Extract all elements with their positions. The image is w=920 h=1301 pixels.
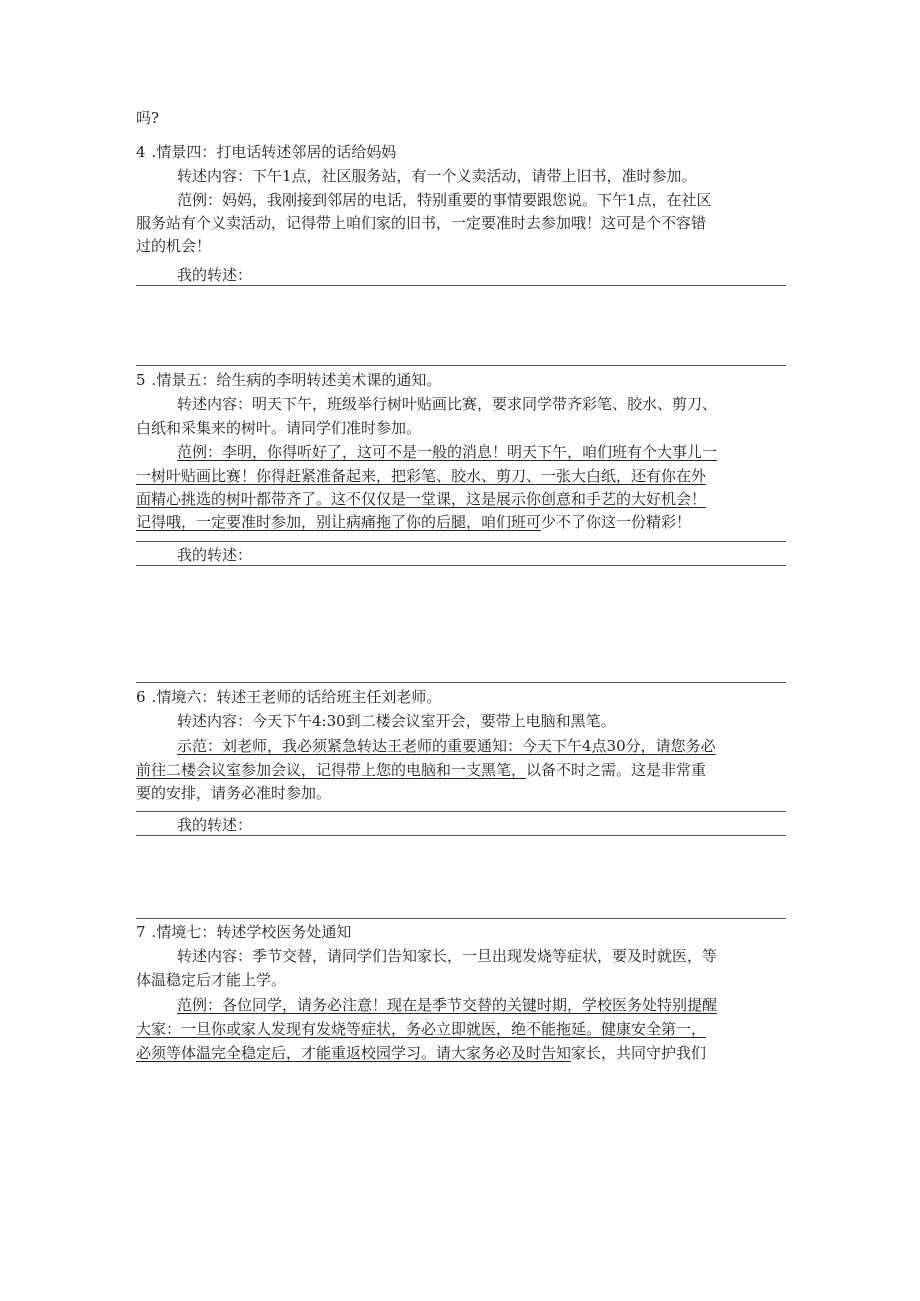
answer-line bbox=[136, 835, 786, 836]
example-line: 面精心挑选的树叶都带齐了。这不仅仅是一堂课，这是展示你创意和手艺的大好机会！ bbox=[136, 490, 707, 508]
section-heading bbox=[136, 687, 441, 707]
example-plain-part: 少不了你这一份精彩！ bbox=[541, 513, 692, 531]
section-number: 7 bbox=[136, 923, 146, 941]
section-number: 4 bbox=[136, 143, 146, 161]
example-line-mixed bbox=[136, 512, 691, 532]
example-line: 示范：刘老师，我必须紧急转达王老师的重要通知：今天下午4点30分，请您务必 bbox=[177, 737, 716, 755]
section-number: 6 bbox=[136, 688, 146, 706]
example-line: 大家：一旦你或家人发现有发烧等症状，务必立即就医，绝不能拖延。健康安全第一， bbox=[136, 1020, 707, 1038]
my-retelling-label: 我的转述： bbox=[177, 266, 253, 284]
answer-line bbox=[136, 682, 786, 683]
example-plain-part: 以备不时之需。这是非常重 bbox=[526, 761, 707, 779]
content-line: 转述内容：今天下午4:30到二楼会议室开会，要带上电脑和黑笔。 bbox=[177, 712, 616, 730]
section-title: .情景四：打电话转述邻居的话给妈妈 bbox=[151, 143, 397, 161]
answer-line bbox=[136, 285, 786, 286]
example-line: 过的机会！ bbox=[136, 237, 212, 255]
content-line: 转述内容：下午1点，社区服务站，有一个义卖活动，请带上旧书，准时参加。 bbox=[177, 167, 697, 185]
example-underlined-part: 必须等体温完全稳定后，才能重返校园学习。请大家务必及时告知 bbox=[136, 1044, 572, 1062]
example-plain-part: 家长，共同守护我们 bbox=[571, 1044, 707, 1062]
example-line: 要的安排，请务必准时参加。 bbox=[136, 784, 332, 802]
example-line: 一树叶贴画比赛！你得赶紧准备起来，把彩笔、胶水、剪刀、一张大白纸，还有你在外 bbox=[136, 467, 707, 485]
content-line: 白纸和采集来的树叶。请同学们准时参加。 bbox=[136, 419, 422, 437]
my-retelling-label: 我的转述： bbox=[177, 546, 253, 564]
top-fragment: 吗? bbox=[136, 109, 160, 127]
section-heading bbox=[136, 922, 351, 942]
example-line: 范例：各位同学，请务必注意！现在是季节交替的关键时期，学校医务处特别提醒 bbox=[177, 996, 718, 1014]
answer-line bbox=[136, 811, 786, 812]
section-title: .情境七：转述学校医务处通知 bbox=[151, 923, 352, 941]
example-line: 服务站有个义卖活动，记得带上咱们家的旧书，一定要准时去参加哦！这可是个不容错 bbox=[136, 214, 707, 232]
example-underlined-part: 前往二楼会议室参加会议，记得带上您的电脑和一支黑笔， bbox=[136, 761, 527, 779]
content-line: 体温稳定后才能上学。 bbox=[136, 971, 287, 989]
content-line: 转述内容：季节交替，请同学们告知家长，一旦出现发烧等症状，要及时就医，等 bbox=[177, 947, 718, 965]
section-number: 5 bbox=[136, 371, 146, 389]
section-title: .情景五：给生病的李明转述美术课的通知。 bbox=[151, 371, 442, 389]
example-line-mixed bbox=[136, 760, 706, 780]
my-retelling-label: 我的转述： bbox=[177, 816, 253, 834]
answer-line bbox=[136, 541, 786, 542]
section-heading bbox=[136, 370, 441, 390]
answer-line bbox=[136, 365, 786, 366]
example-line: 范例：妈妈，我刚接到邻居的电话，特别重要的事情要跟您说。下午1点，在社区 bbox=[177, 191, 712, 209]
section-title: .情境六：转述王老师的话给班主任刘老师。 bbox=[151, 688, 442, 706]
example-line-mixed bbox=[136, 1043, 706, 1063]
example-underlined-part: 记得哦，一定要准时参加，别让病痛拖了你的后腿，咱们班可 bbox=[136, 513, 542, 531]
section-heading bbox=[136, 142, 396, 162]
example-line: 范例：李明，你得听好了，这可不是一般的消息！明天下午，咱们班有个大事儿一 bbox=[177, 443, 718, 461]
content-line: 转述内容：明天下午，班级举行树叶贴画比赛，要求同学带齐彩笔、胶水、剪刀、 bbox=[177, 395, 718, 413]
answer-line bbox=[136, 918, 786, 919]
answer-line bbox=[136, 565, 786, 566]
